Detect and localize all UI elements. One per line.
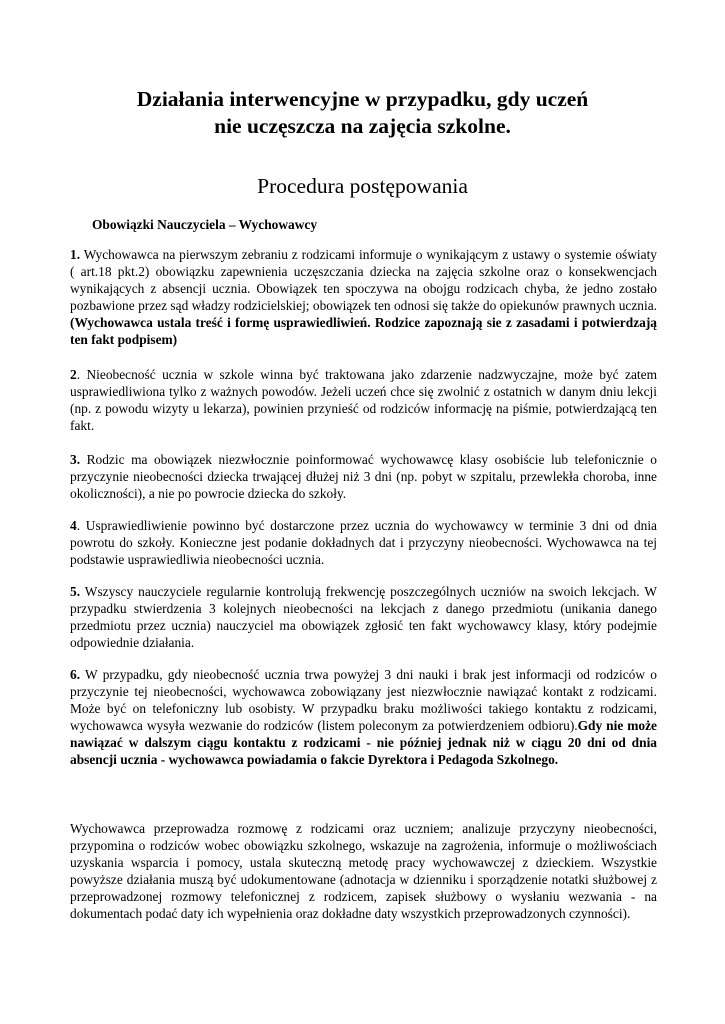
paragraph-number: 5. (70, 584, 81, 599)
document-subtitle: Procedura postępowania (257, 174, 468, 198)
paragraph-1 (70, 246, 657, 348)
paragraph-bold-text: Gdy nie może nawiązać w dalszym ciągu kontaktu z rodzicami - nie później jednak niż w ciągu 20 dni od dnia absencji ucznia - wychowawca powiadamia o fakcie Dyrektora i Pedagoda Szkolnego. (70, 718, 657, 767)
paragraph-closing (70, 820, 657, 922)
paragraph-text: Wychowawca na pierwszym zebraniu z rodzicami informuje o wynikającym z ustawy o systemie oświaty ( art.18 pkt.2) obowiązku zapewnienia uczęszczania dziecka na zajęcia szkolne oraz o konsekwencjach wynikających z absencji ucznia. Obowiązek ten spoczywa na obojgu rodzicach chyba, że jedno zostało pozbawione przez sąd władzy rodzicielskiej; obowiązek ten odnosi się także do opiekunów prawnych ucznia. (70, 247, 657, 313)
paragraph-bold-text: (Wychowawca ustala treść i formę usprawiedliwień. Rodzice zapoznają sie z zasadami i potwierdzają ten fakt podpisem) (70, 315, 657, 347)
paragraph-6 (70, 666, 657, 768)
paragraph-text: . Nieobecność ucznia w szkole winna być traktowana jako zdarzenie nadzwyczajne, może być zatem usprawiedliwiona tylko z ważnych powodów. Jeżeli uczeń chce się zwolnić z ostatnich w danym dniu lekcji (np. z powodu wizyty u lekarza), powinien przynieść od rodziców informację na piśmie, potwierdzającą ten fakt. (70, 367, 657, 433)
title-line-2: nie uczęszcza na zajęcia szkolne. (214, 114, 511, 138)
section-heading: Obowiązki Nauczyciela – Wychowawcy (92, 217, 318, 232)
paragraph-number: 3. (70, 452, 81, 467)
paragraph-3 (70, 451, 657, 502)
document-title (40, 86, 685, 140)
paragraph-number: 6. (70, 667, 81, 682)
paragraph-5 (70, 583, 657, 651)
paragraph-text: Rodzic ma obowiązek niezwłocznie poinformować wychowawcę klasy osobiście lub telefonicznie o przyczynie nieobecności dziecka trwającej dłużej niż 3 dni (np. pobyt w szpitalu, przewlekła choroba, inne okoliczności), a nie po powrocie dziecka do szkoły. (70, 452, 657, 501)
paragraph-number: 1. (70, 247, 81, 262)
paragraph-text: Wszyscy nauczyciele regularnie kontrolują frekwencję poszczególnych uczniów na swoich lekcjach. W przypadku stwierdzenia 3 kolejnych nieobecności na lekcjach z danego przedmiotu (unikania danego przedmiotu przez ucznia) nauczyciel ma obowiązek zgłosić ten fakt wychowawcy klasy, który podejmie odpowiednie działania. (70, 584, 657, 650)
paragraph-text: Wychowawca przeprowadza rozmowę z rodzicami oraz uczniem; analizuje przyczyny nieobecności, przypomina o rodziców wobec obowiązku szkolnego, wskazuje na zagrożenia, informuje o możliwościach uzyskania wsparcia i pomocy, ustala skuteczną metodę pracy wychowawczej z dzieckiem. Wszystkie powyższe działania muszą być udokumentowane (adnotacja w dzienniku i sporządzenie notatki służbowej z przeprowadzonej rozmowy telefonicznej z rodzicem, zapisek służbowy o wysłaniu wezwania - na dokumentach podać daty ich wypełnienia oraz dokładne daty wszystkich przeprowadzonych czynności). (70, 821, 657, 921)
paragraph-text: W przypadku, gdy nieobecność ucznia trwa powyżej 3 dni nauki i brak jest informacji od rodziców o przyczynie tej nieobecności, wychowawca zobowiązany jest niezwłocznie nawiązać kontakt z rodzicami. Może być on telefoniczny lub osobisty. W przypadku braku możliwości takiego kontaktu z rodzicami, wychowawca wysyła wezwanie do rodziców (listem poleconym za potwierdzeniem odbioru). (70, 667, 657, 733)
title-line-1: Działania interwencyjne w przypadku, gdy uczeń (136, 87, 589, 111)
paragraph-number: 4 (70, 518, 77, 533)
paragraph-4 (70, 517, 657, 568)
paragraph-text: . Usprawiedliwienie powinno być dostarczone przez ucznia do wychowawcy w terminie 3 dni od dnia powrotu do szkoły. Konieczne jest podanie dokładnych dat i przyczyny nieobecności. Wychowawca na tej podstawie usprawiedliwia nieobecności ucznia. (70, 518, 657, 567)
paragraph-number: 2 (70, 367, 77, 382)
paragraph-2 (70, 366, 657, 434)
